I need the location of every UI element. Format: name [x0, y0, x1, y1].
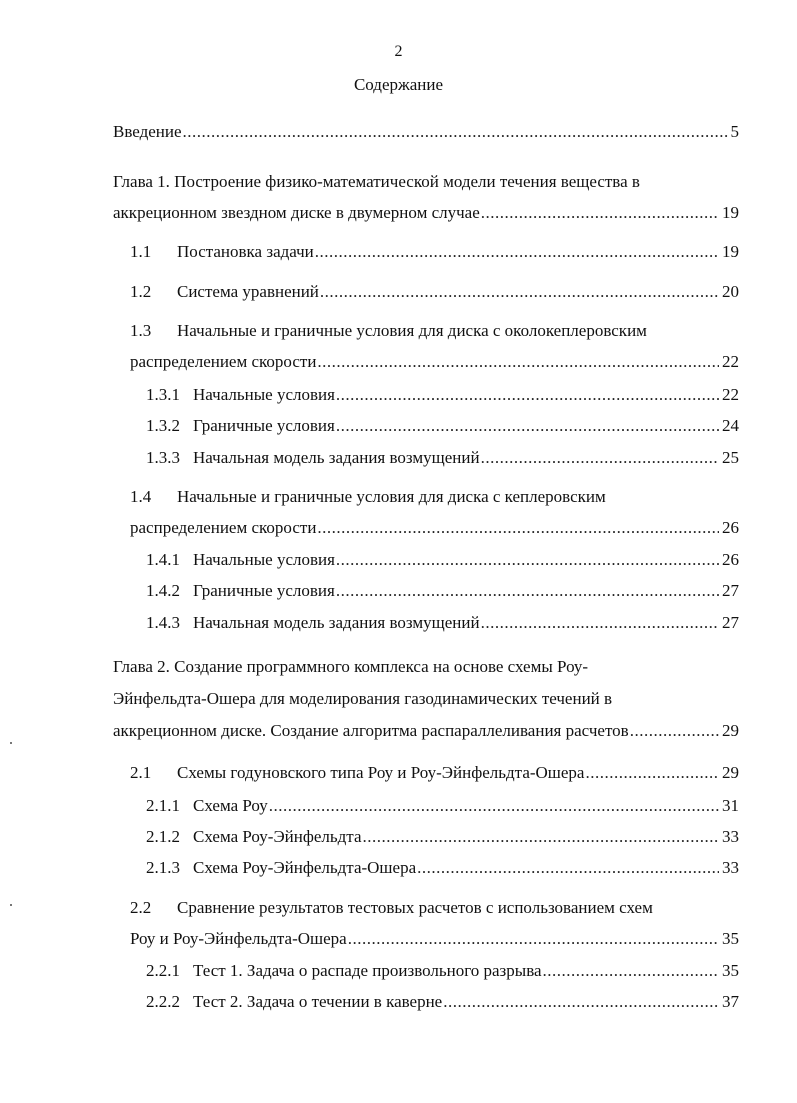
toc-entry-text: Введение — [113, 122, 182, 141]
toc-entry-1-1[interactable] — [130, 241, 739, 263]
toc-title: Содержание — [353, 75, 444, 94]
toc-entry-1-2[interactable] — [130, 281, 739, 303]
toc-leader-dots — [320, 281, 719, 303]
toc-leader-dots — [630, 720, 719, 742]
toc-leader-dots — [336, 384, 719, 406]
toc-entry-page: 27 — [722, 581, 739, 600]
toc-entry-number: 1.4.1 — [146, 550, 180, 569]
toc-entry-page: 35 — [722, 929, 739, 948]
toc-entry-text: Схема Роу-Эйнфельдта-Ошера — [193, 858, 417, 877]
toc-entry-chapter-2[interactable] — [113, 720, 739, 742]
toc-entry-2-2[interactable] — [130, 928, 739, 950]
toc-entry-1-4-3[interactable] — [146, 612, 739, 634]
toc-entry-number: 1.3.1 — [146, 385, 180, 404]
toc-leader-dots — [317, 517, 719, 539]
toc-entry-number: 1.4 — [130, 487, 152, 506]
toc-entry-text: распределением скорости — [130, 518, 317, 537]
toc-leader-dots — [336, 415, 719, 437]
toc-entry-text: распределением скорости — [130, 352, 317, 371]
toc-entry-page: 31 — [722, 796, 739, 815]
toc-entry-text: Начальная модель задания возмущений — [193, 613, 480, 632]
page-number: 2 — [394, 43, 403, 60]
toc-leader-dots — [183, 121, 728, 143]
toc-entry-2-1[interactable] — [130, 762, 739, 784]
toc-entry-2-1-3[interactable] — [146, 857, 739, 879]
toc-entry-page: 29 — [722, 763, 739, 782]
toc-leader-dots — [348, 928, 719, 950]
toc-entry-number: 2.2.1 — [146, 961, 180, 980]
toc-entry-page: 33 — [722, 827, 739, 846]
toc-entry-number: 1.4.3 — [146, 613, 180, 632]
toc-entry-page: 27 — [722, 613, 739, 632]
toc-entry-number: 1.3.2 — [146, 416, 180, 435]
toc-entry-1-4-line-1 — [130, 486, 739, 508]
toc-entry-number: 1.3 — [130, 321, 152, 340]
toc-entry-number: 2.2.2 — [146, 992, 180, 1011]
toc-entry-1-4-1[interactable] — [146, 549, 739, 571]
toc-chapter-2-line-2: Эйнфельдта-Ошера для моделирования газодинамических течений в — [113, 689, 613, 708]
toc-entry-page: 29 — [722, 721, 739, 740]
toc-entry-text: Роу и Роу-Эйнфельдта-Ошера — [130, 929, 347, 948]
toc-entry-text: Начальные условия — [193, 385, 335, 404]
toc-entry-2-2-2[interactable] — [146, 991, 739, 1013]
toc-entry-number: 2.1 — [130, 763, 152, 782]
toc-leader-dots — [317, 351, 719, 373]
toc-entry-1-3-2[interactable] — [146, 415, 739, 437]
toc-entry-page: 37 — [722, 992, 739, 1011]
toc-chapter-1-line-1: Глава 1. Построение физико-математической модели течения вещества в — [113, 172, 640, 191]
toc-entry-text-line: Начальные и граничные условия для диска с околокеплеровским — [177, 321, 647, 340]
toc-entry-1-3-line-1 — [130, 320, 739, 342]
toc-entry-number: 2.2 — [130, 898, 152, 917]
toc-entry-number: 1.4.2 — [146, 581, 180, 600]
toc-entry-number: 2.1.3 — [146, 858, 180, 877]
toc-entry-page: 20 — [722, 282, 739, 301]
toc-entry-2-2-line-1 — [130, 897, 739, 919]
toc-leader-dots — [443, 991, 719, 1013]
toc-entry-2-1-2[interactable] — [146, 826, 739, 848]
toc-entry-page: 26 — [722, 550, 739, 569]
toc-entry-number: 1.3.3 — [146, 448, 180, 467]
toc-entry-1-3-3[interactable] — [146, 447, 739, 469]
toc-leader-dots — [269, 795, 719, 817]
toc-leader-dots — [315, 241, 719, 263]
toc-leader-dots — [417, 857, 719, 879]
toc-entry-page: 22 — [722, 385, 739, 404]
toc-entry-text: Граничные условия — [193, 416, 335, 435]
toc-entry-page: 19 — [722, 242, 739, 261]
toc-entry-text: Схемы годуновского типа Роу и Роу-Эйнфельдта-Ошера — [177, 763, 585, 782]
toc-entry-text-line: Начальные и граничные условия для диска с кеплеровским — [177, 487, 606, 506]
toc-entry-page: 25 — [722, 448, 739, 467]
toc-entry-text: Начальные условия — [193, 550, 335, 569]
toc-leader-dots — [481, 612, 719, 634]
toc-entry-introduction[interactable] — [113, 121, 739, 143]
toc-leader-dots — [481, 447, 719, 469]
toc-entry-page: 5 — [730, 122, 739, 141]
toc-entry-1-4-2[interactable] — [146, 580, 739, 602]
toc-entry-number: 1.2 — [130, 282, 152, 301]
scan-mark — [10, 742, 12, 744]
toc-entry-text: аккреционном диске. Создание алгоритма распараллеливания расчетов — [113, 721, 629, 740]
toc-entry-text: Начальная модель задания возмущений — [193, 448, 480, 467]
toc-entry-page: 26 — [722, 518, 739, 537]
toc-leader-dots — [543, 960, 719, 982]
toc-entry-chapter-1[interactable] — [113, 202, 739, 224]
toc-entry-text: Схема Роу — [193, 796, 268, 815]
toc-entry-1-3-1[interactable] — [146, 384, 739, 406]
toc-entry-page: 22 — [722, 352, 739, 371]
toc-entry-1-3[interactable] — [130, 351, 739, 373]
toc-leader-dots — [585, 762, 719, 784]
toc-leader-dots — [481, 202, 719, 224]
toc-entry-page: 33 — [722, 858, 739, 877]
toc-entry-number: 2.1.2 — [146, 827, 180, 846]
toc-entry-page: 24 — [722, 416, 739, 435]
toc-entry-2-1-1[interactable] — [146, 795, 739, 817]
toc-entry-text-line: Сравнение результатов тестовых расчетов с использованием схем — [177, 898, 653, 917]
toc-entry-1-4[interactable] — [130, 517, 739, 539]
toc-entry-text: Схема Роу-Эйнфельдта — [193, 827, 362, 846]
toc-leader-dots — [336, 580, 719, 602]
toc-entry-text: Тест 1. Задача о распаде произвольного разрыва — [193, 961, 542, 980]
toc-leader-dots — [336, 549, 719, 571]
toc-entry-text: Граничные условия — [193, 581, 335, 600]
toc-entry-text: Система уравнений — [177, 282, 319, 301]
toc-entry-text: Постановка задачи — [177, 242, 314, 261]
toc-entry-number: 2.1.1 — [146, 796, 180, 815]
scan-mark — [10, 904, 12, 906]
toc-entry-number: 1.1 — [130, 242, 152, 261]
toc-chapter-2-line-1: Глава 2. Создание программного комплекса на основе схемы Роу- — [113, 657, 589, 676]
toc-entry-text: Тест 2. Задача о течении в каверне — [193, 992, 443, 1011]
toc-entry-page: 19 — [722, 203, 739, 222]
toc-entry-page: 35 — [722, 961, 739, 980]
toc-entry-text: аккреционном звездном диске в двумерном случае — [113, 203, 480, 222]
toc-entry-2-2-1[interactable] — [146, 960, 739, 982]
toc-leader-dots — [363, 826, 720, 848]
